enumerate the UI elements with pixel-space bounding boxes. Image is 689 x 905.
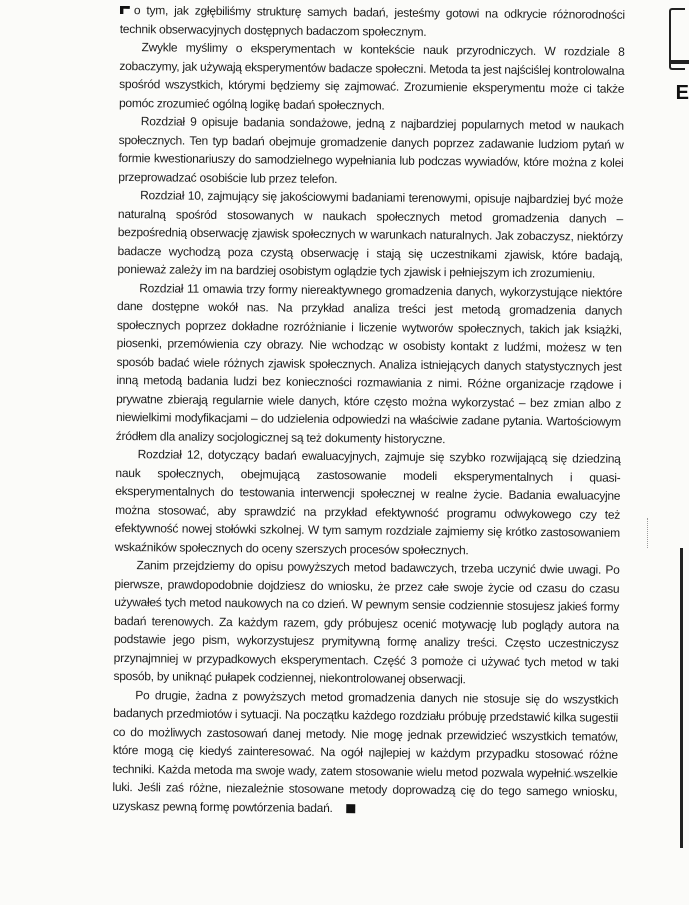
end-of-section-icon	[347, 804, 356, 813]
scribble-mark-icon	[565, 770, 595, 780]
paragraph-first-remark: Zanim przejdziemy do opisu powyższych metod badawczych, trzeba uczynić dwie uwagi. Po pierwsze, prawdopodobnie dojdziesz do wniosku, że przez całe swoje życie od czasu do czasu używałeś tych metod naukowych na co dzień. W pewnym sensie codziennie stosujesz jakieś formy badań terenowych. Za każdym razem, gdy próbujesz ocenić motywację lub poglądy autora na podstawie jego pism, wykorzystujesz prymitywną formę analizy treści. Często uczestniczysz przynajmniej w przypadkowych eksperymentach. Część 3 pomoże ci używać tych metod w taki sposób, by uniknąć pułapek codziennej, niekontrolowanej obserwacji.	[113, 558, 620, 687]
paragraph-field-research: Rozdział 10, zajmujący się jakościowymi badaniami terenowymi, opisuje najbardziej być może naturalną spośród stosowanych w naukach społecznych metod gromadzenia danych – bezpośrednią obserwację zjawisk społecznych w warunkach naturalnych. Jak zobaczysz, niektórzy badacze wychodzą poza czystą obserwację i stają się uczestnikami zjawisk, które badają, ponieważ zależy im na bardziej osobistym oglądzie tych zjawisk i pełniejszym ich zrozumieniu.	[117, 188, 624, 281]
section-marker-icon	[120, 6, 130, 14]
edge-bar-mark	[671, 60, 689, 64]
paragraph-experiments: Zwykle myślimy o eksperymentach w kontekście nauk przyrodniczych. W rozdziale 8 zobaczymy, jak używają eksperymentów badacze społeczni. Metoda ta jest najściślej kontrolowalna spośród wszystkich, którymi będziemy się zajmować. Zrozumienie eksperymentu może ci także pomóc zrozumieć ogólną logikę badań społecznych.	[118, 40, 625, 113]
facing-page-edge	[659, 0, 689, 899]
paragraph-continuation: o tym, jak zgłębiliśmy strukturę samych badań, jesteśmy gotowi na odkrycie różnorodności technik obserwacyjnych dostępnych badaczom społecznym.	[119, 3, 625, 39]
edge-letter: E	[675, 82, 689, 104]
paragraph-survey-research: Rozdział 9 opisuje badania sondażowe, jedną z najbardziej popularnych metod w naukach społecznych. Ten typ badań obejmuje gromadzenie danych poprzez zadawanie ludziom pytań w formie kwestionariuszy do samodzielnego wypełniania lub podczas wywiadów, które można z kolei przeprowadzać osobiście lub przez telefon.	[118, 114, 624, 186]
scan-artifact	[647, 518, 649, 548]
paragraph-unobtrusive-research: Rozdział 11 omawia trzy formy niereaktywnego gromadzenia danych, wykorzystujące niektóre dane dostępne wokół nas. Na przykład analiza treści jest metodą gromadzenia danych społecznych poprzez dokładne rozróżnianie i liczenie wytworów społecznych, takich jak książki, piosenki, przemówienia czy obrazy. Nie wchodząc w osobisty kontakt z ludźmi, możesz w ten sposób badać wiele różnych zjawisk społecznych. Analiza istniejących danych statystycznych jest inną metodą badania ludzi bez konieczności rozmawiania z nimi. Różne organizacje rządowe i prywatne zbierają regularnie wiele danych, które często można wykorzystać – bez zmian albo z niewielkimi modyfikacjami – do udzielenia odpowiedzi na właściwie zadane pytania. Wartościowym źródłem dla analizy socjologicznej są też dokumenty historyczne.	[115, 280, 623, 446]
edge-vertical-line	[680, 548, 683, 848]
paragraph-second-remark: Po drugie, żadna z powyższych metod gromadzenia danych nie stosuje się do wszystkich badanych przedmiotów i sytuacji. Na początku każdego rozdziału próbuję przedstawić kilka sugestii co do możliwych zastosowań danej metody. Nie mogę jednak przewidzieć wszystkich tematów, które mogą cię kiedyś zainteresować. Na ogół najlepiej w każdym przypadku stosować różne techniki. Każda metoda ma swoje wady, zatem stosowanie wielu metod pozwala wypełnić wszelkie luki. Jeśli zaś różne, niezależnie stosowane metody doprowadzą cię do tego samego wniosku, uzyskasz pewną formę powtórzenia badań.	[112, 687, 619, 815]
body-text	[112, 1, 625, 820]
paragraph-evaluation-research: Rozdział 12, dotyczący badań ewaluacyjnych, zajmuje się szybko rozwijającą się dziedziną nauk społecznych, obejmującą zastosowanie modeli eksperymentalnych i quasi-eksperymentalnych do testowania interwencji społecznej w realne życie. Badania ewaluacyjne można stosować, aby sprawdzić na przykład efektywność programu odwykowego czy też efektywność nowej stołówki szkolnej. W tym samym rozdziale zajmiemy się krótko zastosowaniem wskaźników społecznych do oceny szerszych procesów społecznych.	[114, 447, 621, 557]
